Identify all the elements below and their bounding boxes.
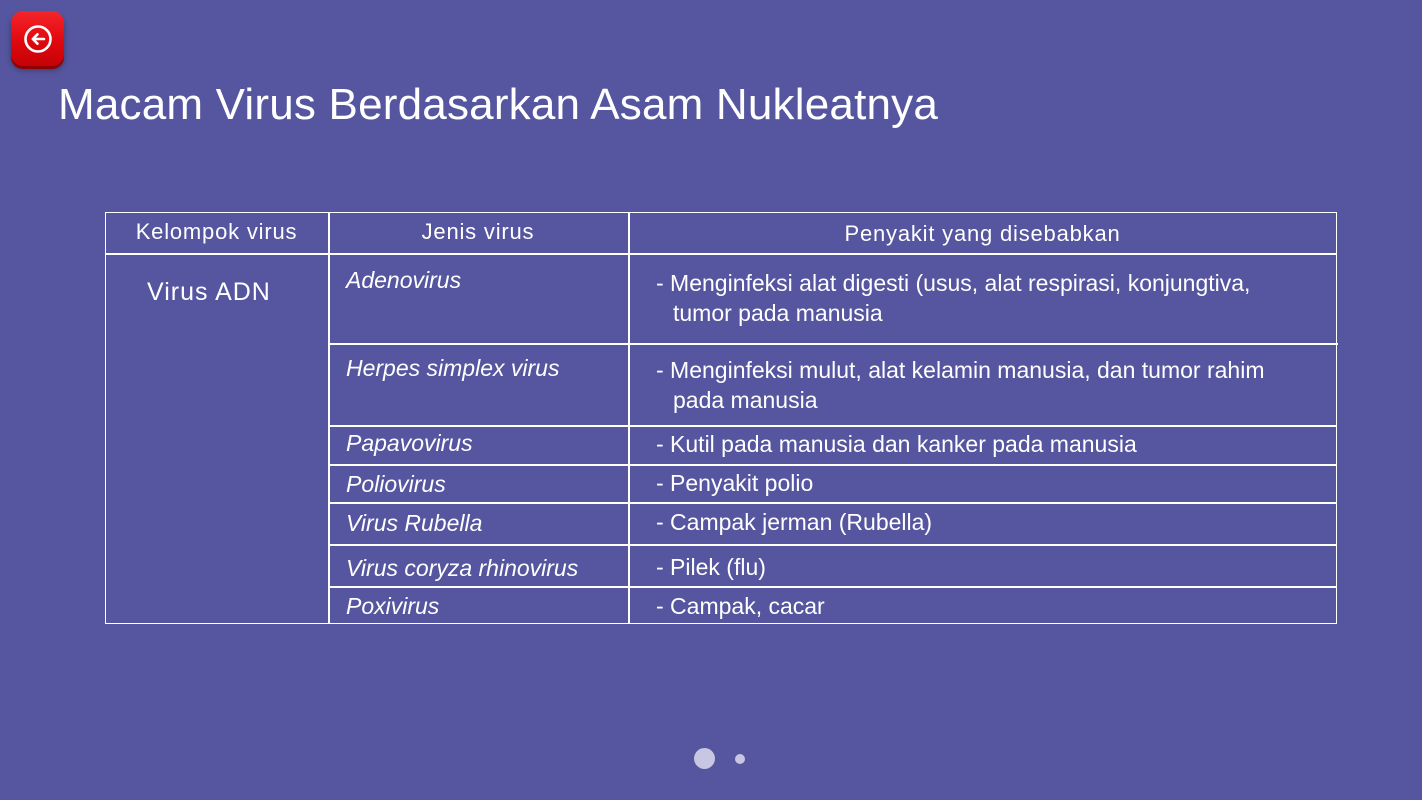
table-divider: [628, 212, 630, 624]
virus-name: Poliovirus: [346, 471, 446, 497]
disease-text: - Menginfeksi mulut, alat kelamin manusia, dan tumor rahim: [656, 357, 1265, 383]
page-title: Macam Virus Berdasarkan Asam Nukleatnya: [58, 80, 939, 129]
arrow-left-circle-icon: [23, 24, 53, 54]
virus-name: Poxivirus: [346, 593, 440, 619]
virus-name: Papavovirus: [346, 430, 473, 456]
virus-name: Herpes simplex virus: [346, 355, 560, 381]
disease-text: - Campak, cacar: [656, 593, 825, 619]
disease-text-continuation: tumor pada manusia: [673, 300, 883, 326]
table-divider: [328, 212, 330, 624]
virus-name: Virus Rubella: [346, 510, 483, 536]
table-divider: [328, 502, 1337, 504]
table-divider: [328, 586, 1337, 588]
header-penyakit: Penyakit yang disebabkan: [844, 221, 1121, 246]
disease-text: - Campak jerman (Rubella): [656, 509, 933, 535]
group-virus-adn: Virus ADN: [147, 278, 271, 306]
table-divider: [328, 544, 1337, 546]
disease-text: - Kutil pada manusia dan kanker pada manusia: [656, 431, 1137, 457]
page-indicator: [0, 748, 1422, 769]
back-button[interactable]: [11, 11, 64, 66]
table-divider: [105, 253, 1337, 255]
page-dot-active[interactable]: [694, 748, 715, 769]
table-divider: [328, 343, 1338, 345]
header-kelompok-virus: Kelompok virus: [135, 219, 298, 244]
virus-name: Virus coryza rhinovirus: [346, 555, 579, 581]
header-jenis-virus: Jenis virus: [421, 219, 535, 244]
disease-text: - Penyakit polio: [656, 470, 814, 496]
table-divider: [328, 425, 1337, 427]
disease-text-continuation: pada manusia: [673, 387, 818, 413]
disease-text: - Pilek (flu): [656, 554, 766, 580]
page-dot[interactable]: [735, 754, 745, 764]
table-divider: [328, 464, 1337, 466]
virus-name: Adenovirus: [346, 267, 462, 293]
disease-text: - Menginfeksi alat digesti (usus, alat respirasi, konjungtiva,: [656, 270, 1251, 296]
